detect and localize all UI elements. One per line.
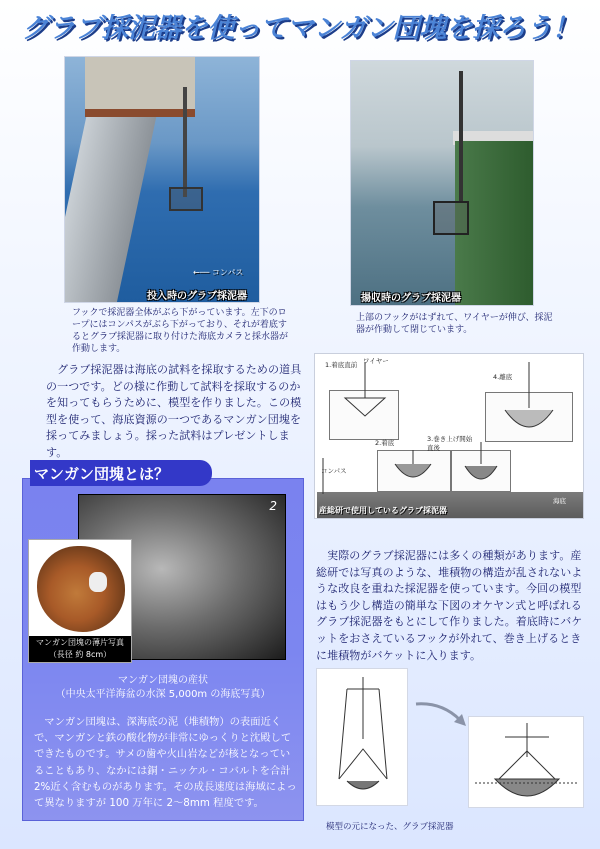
- deploy-photo: [64, 56, 260, 303]
- model-sketch-open-drawing: [317, 669, 409, 807]
- diagram-step-1-label: 1.着底直前: [325, 361, 358, 369]
- photo-number: 2: [269, 499, 277, 513]
- nodule-label: [29, 636, 131, 662]
- nodule-thin-section-card: [28, 539, 132, 663]
- model-caption: 模型の元になった、グラブ採泥器: [326, 822, 454, 832]
- nodule-image: [37, 546, 125, 632]
- model-sketch-open: [316, 668, 408, 806]
- recovery-caption: 上部のフックがはずれて、ワイヤーが伸び、採泥器が作動して閉じています。: [356, 313, 553, 335]
- diagram-compass-label: コンパス: [321, 467, 347, 475]
- nodule-label-line-1: マンガン団塊の薄片写真: [36, 638, 124, 647]
- seafloor-photo-caption: [22, 674, 304, 702]
- model-sketch-closed: [468, 716, 584, 808]
- recovery-photo: [350, 60, 534, 306]
- wire: [459, 71, 463, 201]
- page-title: グラブ採泥器を使ってマンガン団塊を採ろう！: [21, 13, 579, 44]
- diagram-step-2-label: 2.着底: [375, 439, 395, 447]
- nodule-core: [89, 572, 107, 592]
- grab-sampler: [169, 187, 203, 211]
- nodule-description: マンガン団塊は、深海底の泥（堆積物）の表面近くで、マンガンと鉄の酸化物が非常にゆっくりと沈殿してできたものです。サメの歯や火山岩などが核となっていることもあり、なかには銅・ニッケル・コバルトを合計 2%近く含むものがあります。その成長速度は海域によって異なりますが 100 万年に 2〜8mm 程度です。: [34, 716, 297, 810]
- diagram-seabed-label: 海底: [553, 497, 566, 505]
- grab-sampler: [433, 201, 469, 235]
- deploy-photo-label: 投入時のグラブ採泥器: [147, 291, 247, 302]
- model-sketch-closed-drawing: [469, 717, 585, 809]
- wire: [183, 87, 187, 197]
- recovery-photo-label: 揚収時のグラブ採泥器: [361, 293, 461, 304]
- diagram-wire-label: ワイヤー: [363, 357, 389, 365]
- seafloor-caption-line-2: （中央太平洋海盆の水深 5,000m の海底写真）: [55, 689, 271, 700]
- grab-sampler-diagram: [314, 353, 584, 519]
- ship-deck: [64, 117, 156, 303]
- nodule-label-line-2: （長径 約 8cm）: [48, 650, 112, 659]
- intro-text: グラブ採泥器は海底の試料を採取するための道具の一つです。どの様に作動して試料を採取するのかを知ってもらうために、模型を作りました。この模型を使って、海底資源の一つであるマンガン団塊を採ってみましょう。採った試料はプレゼントします。: [46, 363, 302, 459]
- sampler-types-text: 実際のグラブ採泥器には多くの種類があります。産総研では写真のような、堆積物の構造が乱されないような改良を重ねた採泥器を使っています。今回の模型はもう少し構造の簡単な下図のオケヤン式と呼ばれるグラブ採泥器をもとにして作りました。着底時にバケットをおさえているフックが外れて、巻き上げるときに堆積物がバケットに入ります。: [316, 549, 583, 662]
- diagram-caption: 産総研で使用しているグラブ採泥器: [319, 506, 447, 515]
- diagram-step-4-label: 4.離底: [493, 373, 513, 381]
- arrow-icon: [412, 698, 472, 728]
- box-title: マンガン団塊とは？: [30, 460, 212, 486]
- compass-label: ←── コンパス: [193, 268, 244, 277]
- deploy-caption: フックで採泥器全体がぶら下がっています。左下のロープにはコンパスがぶら下がっており、それが着底するとグラブ採泥器に取り付けた海底カメラと採水器が作動します。: [72, 308, 289, 354]
- ship-crane: [85, 57, 195, 117]
- diagram-step-3-label: 3.巻き上げ開始直後: [427, 435, 473, 452]
- seafloor-caption-line-1: マンガン団塊の産状: [118, 675, 208, 686]
